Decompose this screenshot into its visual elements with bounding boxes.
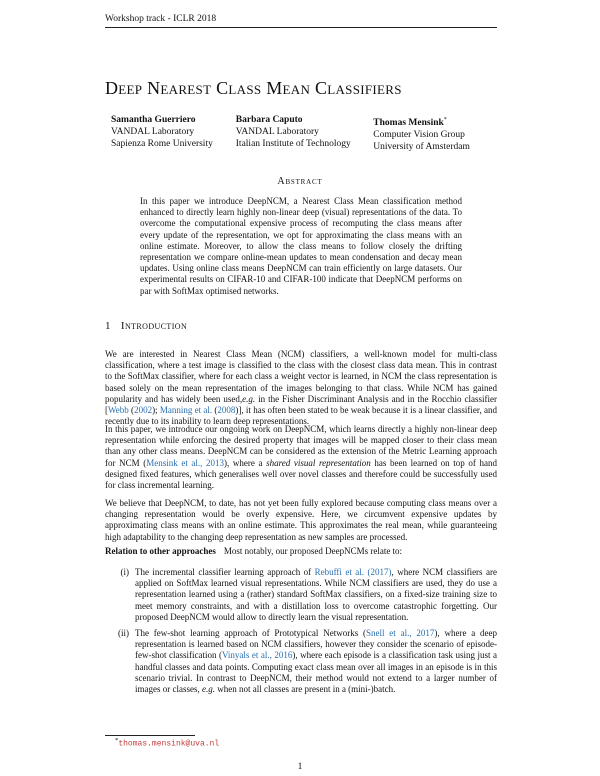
list-item xyxy=(105,567,497,623)
paragraph-3: We believe that DeepNCM, to date, has not yet been fully explored because computing class means over a changing representation would be overly expensive. Here, we circumvent expensive updates by approximating class means with an online estimate. This approximates the real mean, while guaranteeing high adaptability to the changing deep representation as new samples are processed. xyxy=(105,498,497,542)
text-run: when not all classes are present in a (mini-)batch. xyxy=(214,684,396,695)
citation-link[interactable]: Snell et al., 2017 xyxy=(366,628,435,638)
author-1 xyxy=(111,114,236,153)
paper-title: Deep Nearest Class Mean Classifiers xyxy=(105,78,402,98)
citation-link[interactable]: Vinyals et al., 2016 xyxy=(221,650,293,661)
list-item xyxy=(105,628,497,695)
author-2 xyxy=(236,114,374,153)
page-number: 1 xyxy=(297,762,303,772)
text-run: Most notably, our proposed DeepNCMs relate to: xyxy=(223,546,403,556)
section-title: Introduction xyxy=(120,320,188,332)
author-affiliation: University of Amsterdam xyxy=(373,142,470,153)
author-name: Barbara Caputo xyxy=(235,115,303,125)
running-header: Workshop track - ICLR 2018 xyxy=(105,14,497,28)
text-run: has been learned on top of hand designed fixed features, which generalises well over novel classes and therefore could be successfully used for class incremental learning. xyxy=(105,457,497,491)
text-run: e.g. xyxy=(201,684,215,695)
paragraph-1: We are interested in Nearest Class Mean (NCM) classifiers, a well-known model for multi-class classification, where a test image is classified to the class with the closest class data mean. This in contrast to the SoftMax classifier, where for each class a weight vector is learned, in NCM the class representation is based solely on the mean representation of the images belonging to that class. While NCM has gained popularity and has widely been used,e.g. in the Fisher Discriminant Analysis and in the Rocchio classifier [Webb (2002); Manning et al. (2008)], it has often been stated to be weak because it is a linear classifier, and recently due to its inability to learn deep representations. xyxy=(105,349,498,427)
footnote-rule xyxy=(105,735,195,736)
list-item-text xyxy=(135,567,497,623)
paragraph-4 xyxy=(105,546,497,557)
list-marker: (ii) xyxy=(118,628,129,638)
author-3 xyxy=(373,114,501,153)
citation-link[interactable]: 2002 xyxy=(134,405,153,416)
author-name-text: Thomas Mensink xyxy=(373,118,444,129)
list-marker: (i) xyxy=(120,567,129,577)
footnote-marker: * xyxy=(115,737,119,744)
author-affiliation: Italian Institute of Technology xyxy=(235,139,351,149)
author-name xyxy=(373,114,501,129)
text-run: ), where a xyxy=(224,457,267,468)
email-link[interactable]: thomas.mensink@uva.nl xyxy=(118,739,220,749)
section-number: 1 xyxy=(105,320,111,332)
citation-link[interactable]: Rebuffi et al. (2017) xyxy=(314,567,392,577)
footnote xyxy=(115,737,219,749)
paragraph-2 xyxy=(105,424,497,491)
text-run: ), where each episode is a classification task using just a handful classes and data points. Computing exact class mean over all images in an episode is in this scenario trivial. In contrast to DeepNCM, their method would not extend to a larger number of images or classes, xyxy=(135,650,497,695)
citation-link[interactable]: Webb xyxy=(108,405,129,416)
text-run: shared visual representation xyxy=(266,457,371,468)
text-run: in the Fisher Discriminant Analysis and in the Rocchio classifier [ xyxy=(105,393,497,416)
text-run: In this paper, we introduce our ongoing work on DeepNCM, which learns directly a highly non-linear deep representation while enforcing the desired property that images will be mapped closer to their class mean than any other class means. DeepNCM can be considered as the extension of the Metric Learning approach for NCM ( xyxy=(105,424,497,468)
text-run: The incremental classifier learning approach of xyxy=(135,567,315,577)
citation-link[interactable]: Manning et al. xyxy=(159,405,213,416)
text-run: ], it has often been stated to be weak because it is a linear classifier, and recently due to its inability to learn deep representations. xyxy=(105,405,498,427)
citation-link[interactable]: 2008 xyxy=(217,405,236,416)
section-heading xyxy=(105,320,187,332)
text-run: , where NCM classifiers are applied on SoftMax learned visual representations. While NCM classifiers are used, they do use a representation learned using a (rather) standard SoftMax classifiers, on a fixed-size training size to meet memory constraints, and with a distillation loss to overcome catastrophic forgetting. Our proposed DeepNCM would allow to directly learn the visual representation. xyxy=(135,567,497,622)
abstract-heading: Abstract xyxy=(277,176,323,187)
list-item-text xyxy=(135,628,497,695)
text-run: The few-shot learning approach of Prototypical Networks ( xyxy=(135,628,367,638)
text-run: ), where a deep representation is learned based on NCM classifiers, however they consider the scenario of episode-few-shot classification ( xyxy=(135,628,498,661)
author-affiliation: Computer Vision Group xyxy=(373,130,465,141)
author-affiliation: Sapienza Rome University xyxy=(111,139,213,149)
run-in-heading: Relation to other approaches xyxy=(105,546,216,556)
text-run: e.g. xyxy=(242,393,256,404)
author-affiliation: VANDAL Laboratory xyxy=(111,127,195,137)
citation-link[interactable]: Mensink et al., 2013 xyxy=(146,457,225,468)
abstract-text: In this paper we introduce DeepNCM, a Nearest Class Mean classification method enhanced to directly learn highly non-linear deep (visual) representations of the data. To overcome the computational expensive process of recomputing the class means after every update of the representation, we opt for approximating the class means with an online estimate. Moreover, to allow the class means to follow closely the drifting representation we compare online-mean updates to mean condensation and decay mean updates. Using online class means DeepNCM can train efficiently on large datasets. Our experimental results on CIFAR-10 and CIFAR-100 indicate that DeepNCM performs on par with SoftMax optimised networks. xyxy=(140,196,462,296)
author-name: Samantha Guerriero xyxy=(111,115,196,125)
footnote-marker: * xyxy=(443,117,447,123)
text-run: We are interested in Nearest Class Mean (NCM) classifiers, a well-known model for multi-class classification, where a test image is classified to the class with the closest class data mean. This in contrast to the SoftMax classifier, where for each class a weight vector is learned, in NCM the class representation is based solely on the mean representation of the images belonging to that class. While NCM has gained popularity and has widely been used, xyxy=(105,349,497,404)
author-block xyxy=(111,114,501,153)
author-affiliation: VANDAL Laboratory xyxy=(235,127,319,137)
